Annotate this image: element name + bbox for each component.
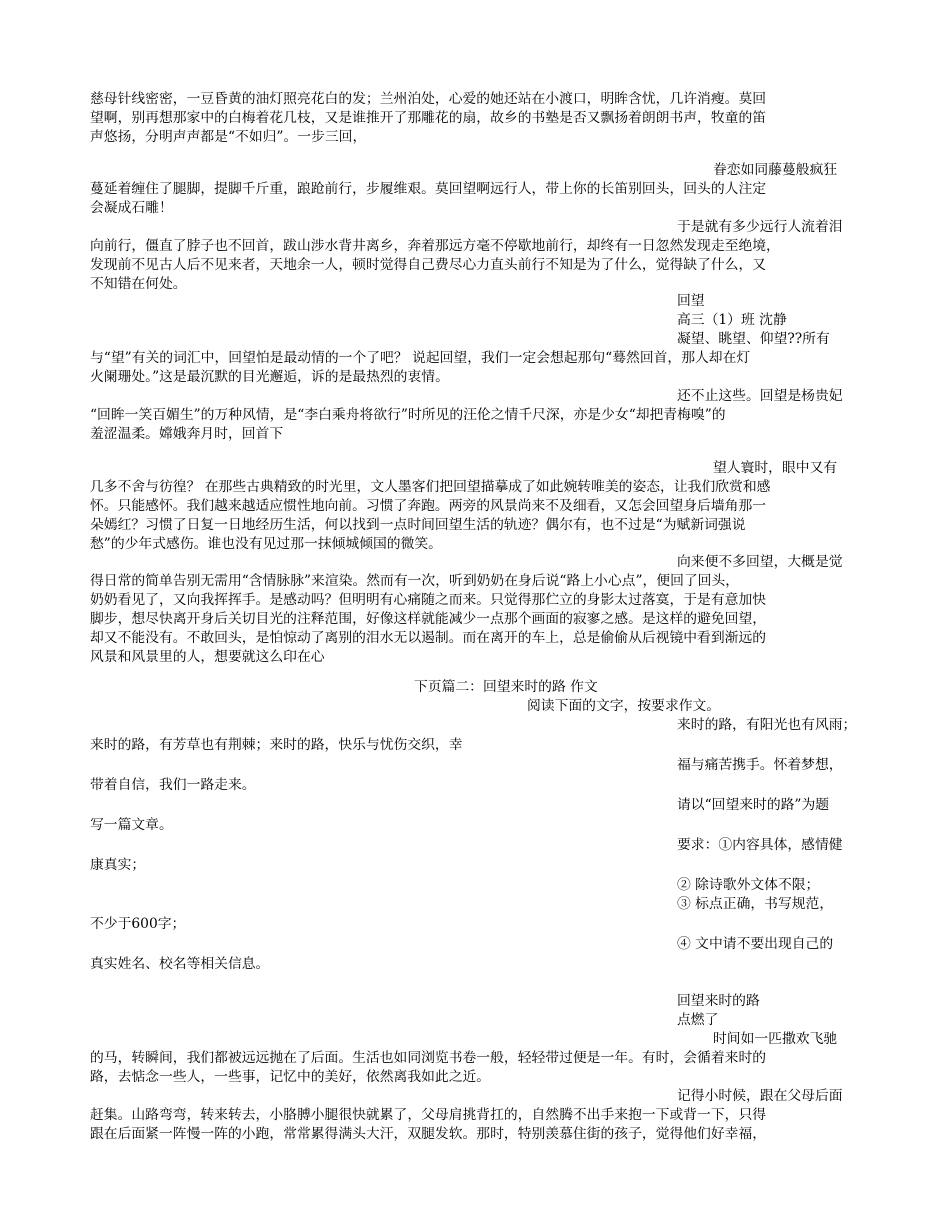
text-line: 愁”的少年式感伤。谁也没有见过那一抹倾城倾国的微笑。	[90, 536, 442, 552]
text-line: 奶奶看见了，又向我挥挥手。是感动吗？但明明有心痛随之而来。只觉得那伫立的身影太过落寞，于是有意加快	[90, 592, 767, 608]
text-line: 会凝成石雕！	[90, 200, 173, 216]
text-line: 得日常的简单告别无需用“含情脉脉”来渲染。然而有一次，听到奶奶在身后说“路上小心点”，便回了回头，	[90, 573, 740, 589]
article-title: 回望	[677, 293, 705, 309]
text-line: 写一篇文章。	[90, 817, 173, 833]
text-line: 却又不能没有。不敢回头，是怕惊动了离别的泪水无以遏制。而在离开的车上，总是偷偷从后视镜中看到渐远的	[90, 630, 767, 646]
text-line: 发现前不见古人后不见来者，天地余一人，顿时觉得自己费尽心力直头前行不知是为了什么，觉得缺了什么，又	[90, 257, 767, 273]
text-line: 带着自信，我们一路走来。	[90, 777, 256, 793]
text-line: 怀。只能感怀。我们越来越适应惯性地向前。习惯了奔跑。两旁的风景尚来不及细看，又怎会回望身后墙角那一	[90, 498, 767, 514]
text-line: 眷恋如同藤蔓般疯狂	[713, 162, 838, 178]
text-line: 风景和风景里的人，想要就这么印在心	[90, 649, 325, 665]
text-line: 请以“回望来时的路”为题	[677, 797, 830, 813]
text-line: 慈母针线密密，一豆昏黄的油灯照亮花白的发；兰州泊处，心爱的她还站在小渡口，明眸含忧，几许消瘦。莫回	[90, 91, 767, 107]
text-line: “回眸一笑百媚生”的万种风情，是“李白乘舟将欲行”时所见的汪伦之情千尺深，亦是少女“却把青梅嗅”的	[90, 407, 726, 423]
text-line: 几多不舍与彷徨？ 在那些古典精致的时光里，文人墨客们把回望描摹成了如此婉转唯美的姿态，让我们欣赏和感	[90, 479, 771, 495]
text-line: 不知错在何处。	[90, 276, 187, 292]
text-line: 跟在后面紧一阵慢一阵的小跑，常常累得满头大汗，双腿发软。那时，特别羡慕住街的孩子，觉得他们好幸福，	[90, 1126, 767, 1142]
text-line: 来时的路，有芳草也有荆棘；来时的路，快乐与忧伤交织，幸	[90, 737, 463, 753]
text-line: 真实姓名、校名等相关信息。	[90, 956, 270, 972]
text-line: 的马，转瞬间，我们都被远远抛在了后面。生活也如同浏览书卷一般，轻轻带过便是一年。有时，会循着来时的	[90, 1050, 767, 1066]
text-line: 记得小时候，跟在父母后面	[677, 1088, 843, 1104]
text-line: ④ 文中请不要出现自己的	[677, 936, 834, 952]
text-line: 时间如一匹撒欢飞驰	[713, 1031, 838, 1047]
text-line: 脚步，想尽快离开身后关切目光的注释范围，好像这样就能减少一点那个画面的寂寥之感。是这样的避免回望，	[90, 611, 767, 627]
text-line: ② 除诗歌外文体不限；	[677, 877, 820, 893]
text-line: 点燃了	[677, 1012, 719, 1028]
text-line: 声悠扬，分明声声都是“不如归”。一步三回，	[90, 129, 367, 145]
text-line: 于是就有多少远行人流着泪	[677, 219, 843, 235]
text-line: 凝望、眺望、仰望??所有	[677, 331, 830, 347]
text-line: 蔓延着缠住了腿脚，提脚千斤重，踉跄前行，步履维艰。莫回望啊远行人，带上你的长笛别回头，回头的人注定	[90, 181, 767, 197]
text-line: 还不止这些。回望是杨贵妃	[677, 388, 843, 404]
text-line: 阅读下面的文字，按要求作文。	[527, 698, 721, 714]
text-line: 火阑珊处。”这是最沉默的目光邂逅，诉的是最热烈的衷情。	[90, 369, 449, 385]
text-line: 望人寰时，眼中又有	[713, 460, 838, 476]
text-line: 不少于600字；	[90, 916, 186, 932]
text-line: 羞涩温柔。嫦娥奔月时，回首下	[90, 426, 284, 442]
section-heading: 下页篇二：回望来时的路 作文	[414, 679, 598, 695]
text-line: ③ 标点正确，书写规范，	[677, 896, 834, 912]
text-line: 向前行，僵直了脖子也不回首，跋山涉水背井离乡，奔着那远方毫不停歇地前行，却终有一日忽然发现走至绝境，	[90, 238, 780, 254]
text-line: 朵嫣红？习惯了日复一日地经历生活，何以找到一点时间回望生活的轨迹？偶尔有，也不过是“为赋新词强说	[90, 517, 746, 533]
text-line: 与“望”有关的词汇中，回望怕是最动情的一个了吧？ 说起回望，我们一定会想起那句“蓦然回首，那人却在灯	[90, 350, 751, 366]
author-line: 高三（1）班 沈静	[677, 312, 787, 328]
article-title: 回望来时的路	[677, 993, 760, 1009]
text-line: 路，去惦念一些人，一些事，记忆中的美好，依然离我如此之近。	[90, 1069, 491, 1085]
text-line: 要求：①内容具体，感情健	[677, 837, 843, 853]
text-line: 望啊，别再想那家中的白梅着花几枝，又是谁推开了那雕花的扇，故乡的书塾是否又飘扬着朗朗书声，牧童的笛	[90, 110, 767, 126]
text-line: 向来便不多回望，大概是觉	[677, 554, 843, 570]
text-line: 福与痛苦携手。怀着梦想，	[677, 757, 843, 773]
text-line: 来时的路，有阳光也有风雨；	[677, 717, 857, 733]
text-line: 赶集。山路弯弯，转来转去，小胳膊小腿很快就累了，父母肩挑背扛的，自然腾不出手来抱一下或背一下，只得	[90, 1107, 767, 1123]
text-line: 康真实；	[90, 857, 146, 873]
